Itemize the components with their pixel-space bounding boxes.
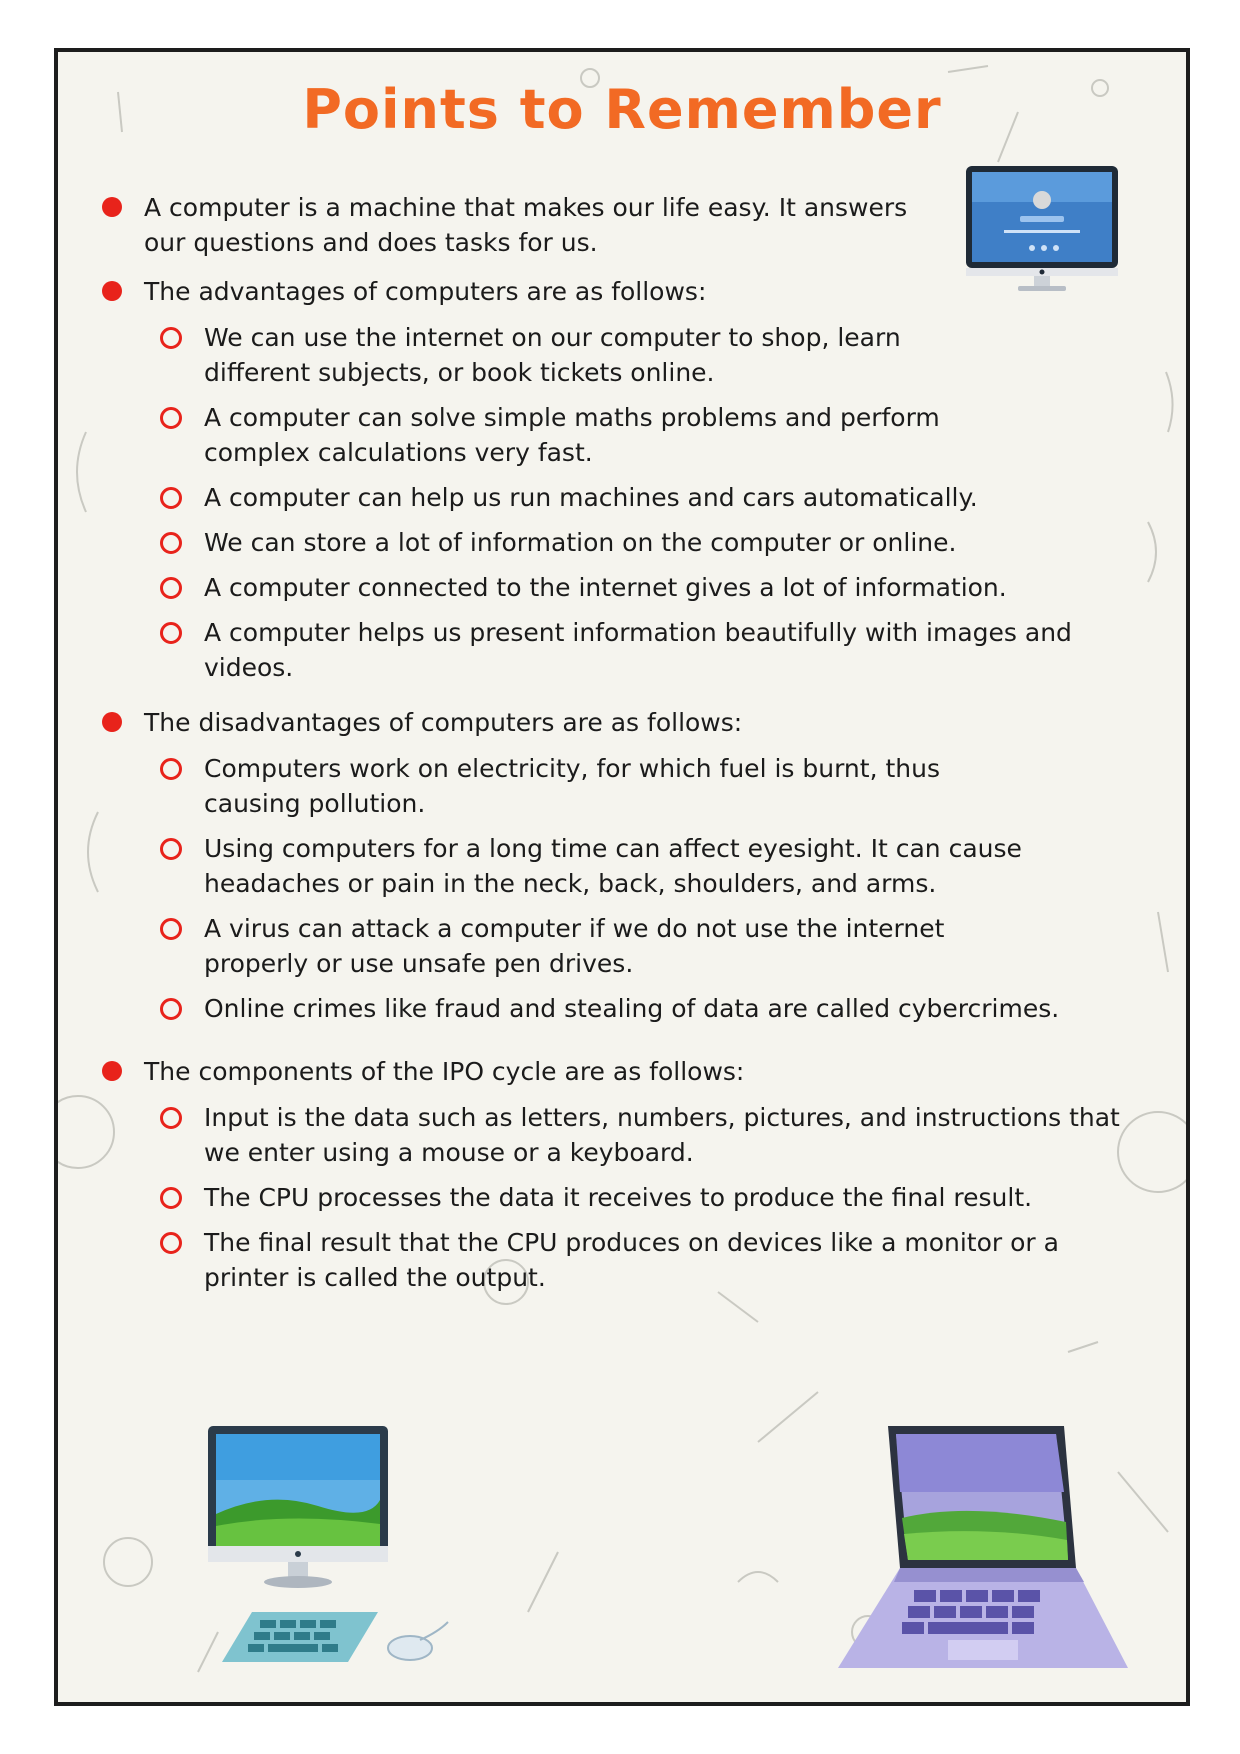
disadvantages-list	[98, 751, 1158, 1026]
desktop-computer-illustration	[198, 1422, 498, 1682]
list-item	[98, 274, 1158, 309]
bullet-dot-icon	[102, 197, 122, 217]
ring-bullet-icon	[160, 622, 182, 644]
page-title: Points to Remember	[302, 78, 942, 141]
list-item: A computer can help us run machines and cars automatically.	[98, 480, 1158, 515]
point-computer-definition	[98, 190, 1158, 260]
point-ipo-cycle	[98, 1054, 1158, 1295]
ring-bullet-icon	[160, 918, 182, 940]
ring-bullet-icon	[160, 1107, 182, 1129]
list-item: A computer can solve simple maths problems and perform complex calculations very fast.	[98, 400, 1034, 470]
ring-bullet-icon	[160, 1232, 182, 1254]
list-item: A virus can attack a computer if we do not use the internet properly or use unsafe pen drives.	[98, 911, 1044, 981]
list-item: The CPU processes the data it receives to produce the final result.	[98, 1180, 1158, 1215]
ring-bullet-icon	[160, 577, 182, 599]
ipo-components-list	[98, 1100, 1158, 1295]
ring-bullet-icon	[160, 1187, 182, 1209]
point-text: A computer is a machine that makes our life easy. It answers our questions and does tasks for us.	[144, 193, 908, 257]
point-text: The components of the IPO cycle are as follows:	[144, 1057, 745, 1086]
list-item: We can store a lot of information on the computer or online.	[98, 525, 1158, 560]
ring-bullet-icon	[160, 407, 182, 429]
point-advantages	[98, 274, 1158, 685]
points-list	[98, 190, 1158, 1295]
bullet-dot-icon	[102, 1061, 122, 1081]
list-item: A computer helps us present information beautifully with images and videos.	[98, 615, 1104, 685]
ring-bullet-icon	[160, 327, 182, 349]
bullet-dot-icon	[102, 281, 122, 301]
ring-bullet-icon	[160, 838, 182, 860]
ring-bullet-icon	[160, 532, 182, 554]
list-item	[98, 705, 1158, 740]
list-item: A computer connected to the internet gives a lot of information.	[98, 570, 1158, 605]
list-item: Computers work on electricity, for which fuel is burnt, thus causing pollution.	[98, 751, 1034, 821]
advantages-list	[98, 320, 1158, 685]
list-item: Using computers for a long time can affect eyesight. It can cause headaches or pain in the neck, back, shoulders, and arms.	[98, 831, 1104, 901]
list-item: Input is the data such as letters, numbers, pictures, and instructions that we enter using a mouse or a keyboard.	[98, 1100, 1154, 1170]
list-item: We can use the internet on our computer to shop, learn different subjects, or book tickets online.	[98, 320, 984, 390]
page-frame	[54, 48, 1190, 1706]
ring-bullet-icon	[160, 998, 182, 1020]
point-text: The advantages of computers are as follows:	[144, 277, 707, 306]
list-item	[98, 190, 924, 260]
ring-bullet-icon	[160, 487, 182, 509]
laptop-illustration	[828, 1422, 1148, 1682]
point-text: The disadvantages of computers are as follows:	[144, 708, 743, 737]
bullet-dot-icon	[102, 712, 122, 732]
list-item: The final result that the CPU produces on devices like a monitor or a printer is called the output.	[98, 1225, 1114, 1295]
list-item: Online crimes like fraud and stealing of data are called cybercrimes.	[98, 991, 1158, 1026]
list-item	[98, 1054, 1158, 1089]
point-disadvantages	[98, 705, 1158, 1026]
ring-bullet-icon	[160, 758, 182, 780]
